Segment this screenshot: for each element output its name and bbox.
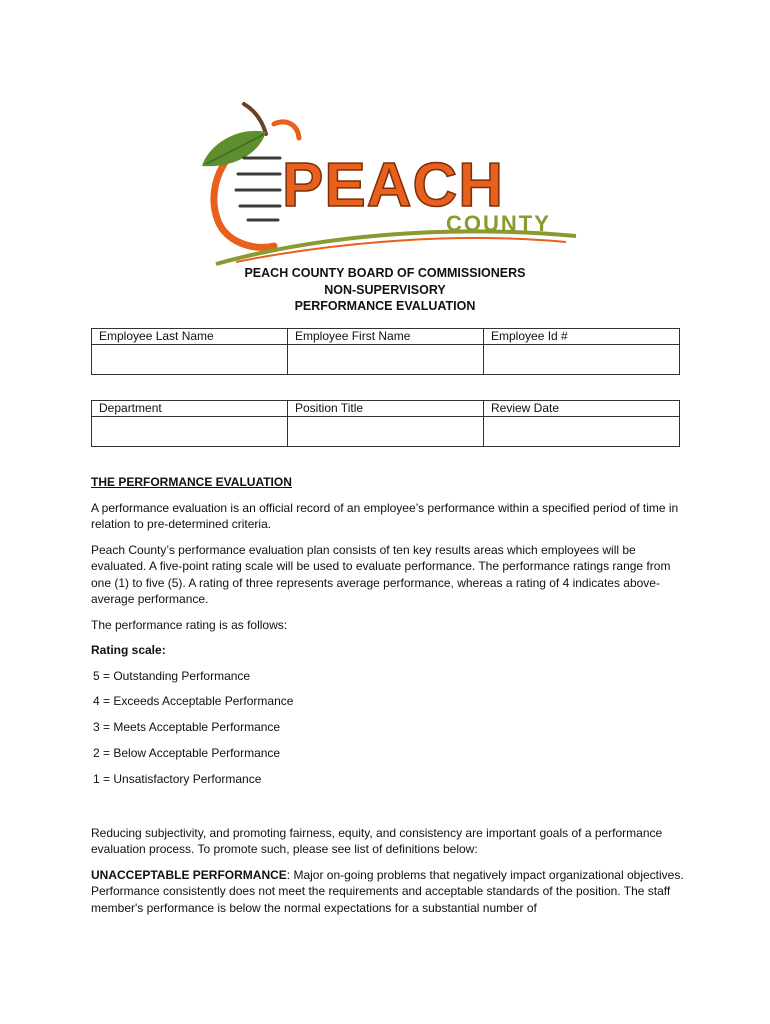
logo-word-county: COUNTY bbox=[446, 211, 551, 236]
evaluation-body bbox=[91, 474, 686, 916]
title-line-1: PEACH COUNTY BOARD OF COMMISSIONERS bbox=[244, 266, 526, 280]
rating-scale-item: 4 = Exceeds Acceptable Performance bbox=[93, 694, 294, 709]
label-employee-last-name: Employee Last Name bbox=[92, 329, 288, 345]
review-date-field[interactable] bbox=[484, 417, 680, 447]
title-line-3: PERFORMANCE EVALUATION bbox=[294, 299, 476, 313]
paragraph-goals: Reducing subjectivity, and promoting fairness, equity, and consistency are important goals of a performance evaluation process. To promote such, please see list of definitions below: bbox=[91, 825, 663, 857]
rating-scale-item: 2 = Below Acceptable Performance bbox=[93, 746, 281, 761]
label-employee-id: Employee Id # bbox=[484, 329, 680, 345]
speed-lines-icon bbox=[236, 158, 280, 220]
rating-scale-item: 3 = Meets Acceptable Performance bbox=[93, 720, 281, 735]
department-field[interactable] bbox=[92, 417, 288, 447]
paragraph-rating-intro: The performance rating is as follows: bbox=[91, 617, 288, 632]
rating-scale-item: 1 = Unsatisfactory Performance bbox=[93, 772, 262, 787]
definition-term: UNACCEPTABLE PERFORMANCE bbox=[91, 867, 287, 882]
employee-info-table bbox=[91, 328, 680, 375]
logo-word-peach: PEACH bbox=[282, 151, 505, 220]
position-title-field[interactable] bbox=[288, 417, 484, 447]
definition-text: : Major on-going problems that negatively impact organizational objectives. Performance consistently does not meet the requirements and acceptable standards of the position. The staff member's performance is below the normal expectations for a substantial number of bbox=[91, 867, 684, 915]
rating-scale-item: 5 = Outstanding Performance bbox=[93, 668, 251, 683]
position-info-table bbox=[91, 400, 680, 447]
document-title bbox=[0, 265, 770, 315]
employee-last-name-field[interactable] bbox=[92, 345, 288, 375]
employee-id-field[interactable] bbox=[484, 345, 680, 375]
title-line-2: NON-SUPERVISORY bbox=[324, 282, 446, 297]
peach-county-logo bbox=[196, 96, 586, 266]
label-department: Department bbox=[92, 401, 288, 417]
label-employee-first-name: Employee First Name bbox=[288, 329, 484, 345]
definition-unacceptable bbox=[91, 867, 686, 917]
stem-icon bbox=[244, 104, 266, 134]
rating-scale-title: Rating scale: bbox=[91, 643, 166, 657]
section-heading: THE PERFORMANCE EVALUATION bbox=[91, 475, 292, 489]
employee-first-name-field[interactable] bbox=[288, 345, 484, 375]
paragraph-plan: Peach County’s performance evaluation plan consists of ten key results areas which employees will be evaluated. A five-point rating scale will be used to evaluate performance. The performance ratings range from one (1) to five (5). A rating of three represents average performance, whereas a rating of 4 indicates above-average performance. bbox=[91, 542, 671, 606]
label-review-date: Review Date bbox=[484, 401, 680, 417]
paragraph-definition: A performance evaluation is an official record of an employee’s performance within a specified period of time in relation to pre-determined criteria. bbox=[91, 500, 679, 531]
label-position-title: Position Title bbox=[288, 401, 484, 417]
